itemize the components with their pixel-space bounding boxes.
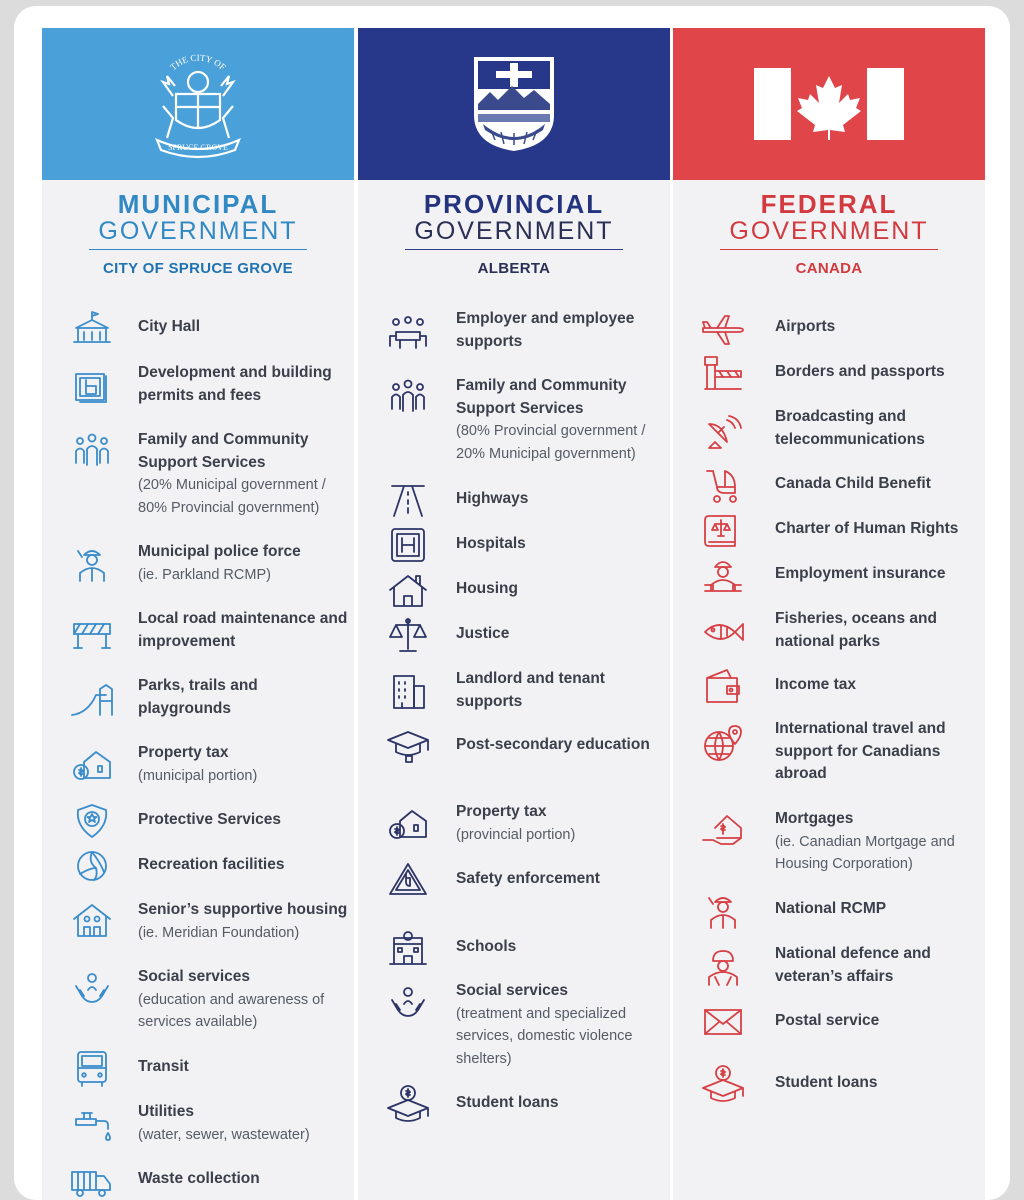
item-text: [775, 674, 987, 697]
item-title: Broadcasting and telecommunications: [775, 408, 925, 448]
infographic-card: [14, 6, 1010, 1200]
item-note: (education and awareness of services available): [138, 991, 325, 1030]
provincial-column: [358, 28, 670, 1111]
item-text: [138, 899, 350, 944]
item-text: [456, 488, 668, 511]
student-loan-icon: [386, 1084, 430, 1124]
item-text: [456, 308, 668, 353]
provincial-government-label: GOVERNMENT: [414, 217, 614, 245]
spruce-grove-seal-icon: [143, 44, 253, 164]
item-title: Transit: [138, 1058, 189, 1075]
federal-subtitle: CANADA: [795, 260, 863, 277]
item-title: Justice: [456, 625, 510, 642]
item-title: Safety enforcement: [456, 870, 600, 887]
item-text: [138, 362, 350, 407]
item-title: Employer and employee supports: [456, 310, 635, 350]
item-note: (provincial portion): [456, 826, 576, 843]
item-title: Parks, trails and playgrounds: [138, 677, 258, 717]
item-title: Highways: [456, 490, 529, 507]
item-note: (20% Municipal government / 80% Provincial government): [138, 477, 326, 516]
item-text: [775, 316, 987, 339]
item-text: [775, 1072, 987, 1095]
item-text: [138, 1101, 350, 1146]
police-officer-icon: [70, 543, 114, 583]
item-text: [775, 361, 987, 384]
item-title: Social services: [456, 982, 569, 999]
item-text: [138, 608, 350, 653]
item-text: [775, 518, 987, 541]
municipal-subtitle: CITY OF SPRUCE GROVE: [103, 260, 293, 277]
item-text: [138, 742, 350, 787]
wallet-icon: [701, 666, 745, 706]
item-title: Charter of Human Rights: [775, 520, 959, 537]
item-title: Protective Services: [138, 811, 282, 828]
item-title: Family and Community Support Services: [456, 377, 627, 417]
item-title: Canada Child Benefit: [775, 475, 931, 492]
item-text: [138, 675, 350, 720]
item-title: Utilities: [138, 1103, 194, 1120]
item-text: [138, 854, 350, 877]
item-title: Landlord and tenant supports: [456, 670, 605, 710]
item-text: [456, 980, 668, 1070]
alberta-shield-icon: [471, 54, 557, 154]
federal-government-label: GOVERNMENT: [729, 217, 929, 245]
item-text: [456, 1092, 668, 1115]
item-text: [775, 608, 987, 653]
item-text: [138, 1056, 350, 1079]
mortgage-icon: [701, 810, 745, 850]
caring-hands-icon: [70, 968, 114, 1008]
house-icon: [386, 570, 430, 610]
meeting-table-icon: [386, 312, 430, 352]
item-text: [138, 966, 350, 1034]
bus-icon: [70, 1048, 114, 1088]
item-text: [138, 429, 350, 519]
school-building-icon: [386, 928, 430, 968]
federal-column: [673, 28, 985, 1091]
item-title: Employment insurance: [775, 565, 946, 582]
item-title: Family and Community Support Services: [138, 431, 309, 471]
item-text: [456, 668, 668, 713]
item-text: [456, 734, 668, 757]
property-tax-icon: [386, 803, 430, 843]
provincial-heading: [358, 190, 670, 277]
apartment-building-icon: [386, 672, 430, 712]
envelope-icon: [701, 1002, 745, 1042]
item-text: [456, 533, 668, 556]
municipal-heading: [42, 190, 354, 277]
item-title: Development and building permits and fees: [138, 364, 332, 404]
item-text: [775, 898, 987, 921]
item-text: [456, 623, 668, 646]
police-officer-icon: [701, 890, 745, 930]
road-barrier-icon: [70, 612, 114, 652]
item-title: Borders and passports: [775, 363, 945, 380]
item-title: Waste collection: [138, 1170, 260, 1187]
municipal-title: MUNICIPAL: [117, 189, 279, 219]
playground-slide-icon: [70, 679, 114, 719]
item-text: [775, 406, 987, 451]
item-title: Income tax: [775, 676, 856, 693]
item-title: Municipal police force: [138, 543, 301, 560]
item-title: Property tax: [138, 744, 229, 761]
municipal-banner: [42, 28, 354, 180]
item-title: International travel and support for Canadians abroad: [775, 720, 946, 782]
item-title: Housing: [456, 580, 518, 597]
svg-text:THE CITY OF: [168, 53, 228, 73]
warning-sign-icon: [386, 860, 430, 900]
law-book-icon: [701, 510, 745, 550]
water-tap-icon: [70, 1103, 114, 1143]
senior-housing-icon: [70, 901, 114, 941]
item-text: [456, 801, 668, 846]
item-text: [138, 316, 350, 339]
item-title: Schools: [456, 938, 517, 955]
item-text: [456, 578, 668, 601]
municipal-government-label: GOVERNMENT: [98, 217, 298, 245]
volleyball-icon: [70, 846, 114, 886]
item-note: (ie. Meridian Foundation): [138, 924, 300, 941]
provincial-banner: [358, 28, 670, 180]
item-text: [456, 375, 668, 465]
item-text: [456, 936, 668, 959]
city-hall-icon: [70, 308, 114, 348]
item-note: (water, sewer, wastewater): [138, 1126, 310, 1143]
item-title: Student loans: [456, 1094, 559, 1111]
provincial-subtitle: ALBERTA: [477, 260, 551, 277]
item-note: (municipal portion): [138, 767, 258, 784]
garbage-truck-icon: [70, 1160, 114, 1200]
item-title: National RCMP: [775, 900, 887, 917]
item-text: [138, 809, 350, 832]
item-title: Mortgages: [775, 810, 854, 827]
badge-icon: [70, 801, 114, 841]
stroller-icon: [701, 465, 745, 505]
item-title: Senior’s supportive housing: [138, 901, 348, 918]
soldier-icon: [701, 947, 745, 987]
item-text: [775, 473, 987, 496]
item-title: City Hall: [138, 318, 201, 335]
student-loan-icon: [701, 1064, 745, 1104]
item-note: (ie. Parkland RCMP): [138, 566, 271, 583]
seal-top-text: THE CITY OF: [168, 52, 228, 73]
fish-icon: [701, 612, 745, 652]
canada-flag-icon: [754, 68, 904, 140]
item-title: Hospitals: [456, 535, 526, 552]
item-title: National defence and veteran’s affairs: [775, 945, 931, 985]
caring-hands-icon: [386, 982, 430, 1022]
item-text: [138, 1168, 350, 1191]
property-tax-icon: [70, 744, 114, 784]
highway-icon: [386, 480, 430, 520]
item-title: Property tax: [456, 803, 547, 820]
item-title: Postal service: [775, 1012, 880, 1029]
federal-banner: [673, 28, 985, 180]
family-icon: [386, 377, 430, 417]
satellite-dish-icon: [701, 410, 745, 450]
border-gate-icon: [701, 353, 745, 393]
federal-heading: [673, 190, 985, 277]
item-text: [775, 943, 987, 988]
item-note: (treatment and specialized services, domestic violence shelters): [456, 1005, 633, 1067]
graduation-cap-icon: [386, 726, 430, 766]
hospital-icon: [386, 525, 430, 565]
item-title: Student loans: [775, 1074, 878, 1091]
item-text: [456, 868, 668, 891]
worker-icon: [701, 555, 745, 595]
item-text: [138, 541, 350, 586]
item-title: Post-secondary education: [456, 736, 650, 753]
heading-rule: [720, 249, 938, 250]
heading-rule: [405, 249, 623, 250]
item-note: (ie. Canadian Mortgage and Housing Corporation): [775, 833, 955, 872]
item-title: Recreation facilities: [138, 856, 285, 873]
item-text: [775, 808, 987, 876]
item-title: Social services: [138, 968, 251, 985]
item-text: [775, 718, 987, 786]
item-text: [775, 1010, 987, 1033]
item-title: Local road maintenance and improvement: [138, 610, 348, 650]
building-permit-icon: [70, 366, 114, 406]
airplane-icon: [701, 308, 745, 348]
globe-pin-icon: [701, 722, 745, 762]
seal-bottom-text: SPRUCE GROVE: [168, 143, 228, 152]
heading-rule: [89, 249, 307, 250]
item-title: Airports: [775, 318, 836, 335]
item-text: [775, 563, 987, 586]
provincial-title: PROVINCIAL: [423, 189, 605, 219]
item-note: (80% Provincial government / 20% Municipal government): [456, 423, 646, 462]
scales-of-justice-icon: [386, 615, 430, 655]
federal-title: FEDERAL: [760, 189, 898, 219]
family-icon: [70, 431, 114, 471]
item-title: Fisheries, oceans and national parks: [775, 610, 937, 650]
municipal-column: [42, 28, 354, 1187]
